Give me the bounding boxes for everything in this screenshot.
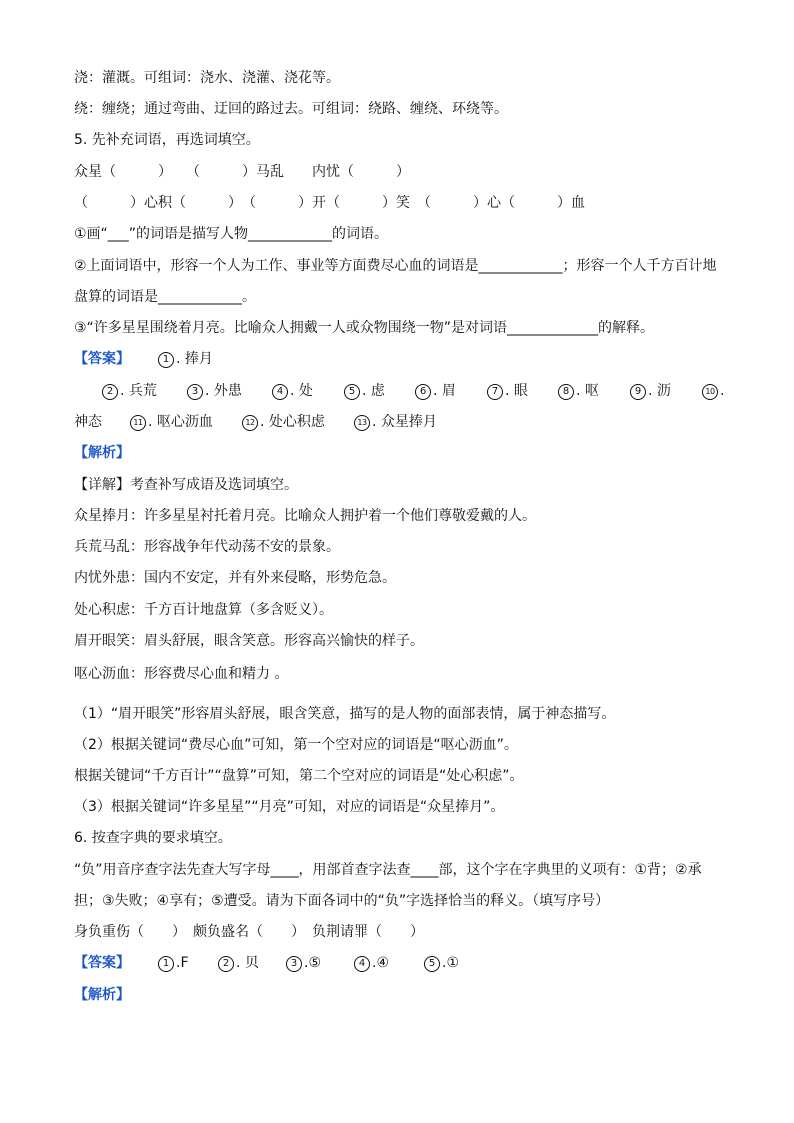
explain-line: 内忧外患：国内不安定，并有外来侵略，形势危急。 (74, 570, 396, 586)
answer-text: ④ (376, 955, 390, 971)
answer-item: 10 . (702, 381, 724, 401)
answer-item: 2 . 贝 (218, 953, 259, 973)
answer-text: 外患 (213, 383, 242, 399)
answer-item: 9 . 沥 (630, 381, 671, 401)
explain-line: （3）根据关键词“许多星星”“月亮”可知，对应的词语是“众星捧月”。 (74, 799, 505, 815)
answer-text: 呕心沥血 (156, 414, 213, 430)
circled-number: 6 (415, 384, 431, 400)
circled-number: 2 (102, 384, 118, 400)
circled-number: 4 (354, 956, 370, 972)
circled-number: 11 (130, 415, 146, 431)
answer-item: 2 . 兵荒 (102, 381, 157, 401)
circled-number: 2 (218, 956, 234, 972)
answer-text: 呕 (584, 383, 599, 399)
answer-text: 神态 (74, 414, 102, 430)
circled-number: 13 (354, 415, 370, 431)
question-6-text: 担；③失败；④享有；⑤遭受。请为下面各词中的“负”字选择恰当的释义。（填写序号） (74, 893, 610, 909)
explain-line: 呕心沥血：形容费尽心血和精力 。 (74, 666, 289, 682)
answer-text: 眼 (513, 383, 528, 399)
answer-text: 眉 (441, 383, 456, 399)
question-6-blanks: 身负重伤（ ） 颇负盛名（ ） 负荆请罪（ ） (74, 924, 424, 940)
answer-item: 3 .⑤ (286, 953, 321, 973)
text-line: 浇：灌溉。可组词：浇水、浇灌、浇花等。 (74, 70, 340, 86)
circled-number: 1 (158, 352, 174, 368)
idiom-blanks-row-2: （ ）心积（ ） （ ）开（ ）笑 （ ）心（ ）血 (74, 195, 585, 211)
circled-number: 3 (187, 384, 203, 400)
answer-text: F (180, 955, 189, 971)
question-6-title: 6. 按查字典的要求填空。 (74, 830, 232, 846)
sub-question-1: ①画“___”的词语是描写人物____________的词语。 (74, 226, 389, 242)
answer-text: 处 (298, 383, 313, 399)
answer-tag: 【答案】 (74, 351, 130, 367)
explain-line: 众星捧月：许多星星衬托着月亮。比喻众人拥护着一个他们尊敬爱戴的人。 (74, 508, 536, 524)
answer-item (74, 412, 102, 432)
explain-line: 根据关键词“千方百计”“盘算”可知，第二个空对应的词语是“处心积虑”。 (74, 768, 524, 784)
text-line: 绕：缠绕；通过弯曲、迂回的路过去。可组词：绕路、缠绕、环绕等。 (74, 101, 508, 117)
explain-line: （2）根据关键词“费尽心血”可知，第一个空对应的词语是“呕心沥血”。 (74, 737, 518, 753)
answer-item: 12 . 处心积虑 (242, 412, 325, 432)
detail-text: 考查补写成语及选词填空。 (130, 477, 298, 493)
answer-item: 7 . 眼 (487, 381, 528, 401)
answer-item: 11 . 呕心沥血 (130, 412, 213, 432)
answer-item: 6 . 眉 (415, 381, 456, 401)
answer-text: 沥 (656, 383, 671, 399)
answer-item: 1 . 捧月 (158, 349, 213, 369)
answer-item: 4 . 处 (272, 381, 313, 401)
circled-number: 8 (558, 384, 574, 400)
sub-question-2-cont: 盘算的词语是____________。 (74, 289, 256, 305)
answer-item: 8 . 呕 (558, 381, 599, 401)
answer-item: 13 . 众星捧月 (354, 412, 437, 432)
circled-number: 1 (158, 956, 174, 972)
answer-item: 5 .① (424, 953, 459, 973)
answer-text: 贝 (244, 955, 259, 971)
answer-text: 众星捧月 (380, 414, 437, 430)
detail-line (74, 475, 298, 495)
circled-number: 5 (344, 384, 360, 400)
explain-line: 眉开眼笑：眉头舒展，眼含笑意。形容高兴愉快的样子。 (74, 633, 424, 649)
answer-text: 捧月 (184, 351, 213, 367)
analysis-tag: 【解析】 (74, 987, 130, 1003)
answer-item: 3 . 外患 (187, 381, 242, 401)
circled-number: 7 (487, 384, 503, 400)
answer-text: 处心积虑 (268, 414, 325, 430)
circled-number: 5 (424, 956, 440, 972)
analysis-tag: 【解析】 (74, 445, 130, 461)
detail-tag: 【详解】 (74, 477, 130, 493)
circled-number: 3 (286, 956, 302, 972)
circled-number: 9 (630, 384, 646, 400)
answer-text: 兵荒 (128, 383, 157, 399)
answer-item: 1 .F (158, 953, 189, 973)
answer-text: ⑤ (308, 955, 322, 971)
answer-tag: 【答案】 (74, 955, 130, 971)
sub-question-3: ③“许多星星围绕着月亮。比喻众人拥戴一人或众物围绕一物”是对词语_____________的解释。 (74, 320, 655, 336)
explain-line: （1）“眉开眼笑”形容眉头舒展，眼含笑意，描写的是人物的面部表情，属于神态描写。 (74, 706, 616, 722)
idiom-blanks-row-1: 众星（ ） （ ）马乱 内忧（ ） (74, 164, 410, 180)
circled-number: 10 (702, 384, 718, 400)
question-5-title: 5. 先补充词语，再选词填空。 (74, 132, 260, 148)
sub-question-2: ②上面词语中，形容一个人为工作、事业等方面费尽心血的词语是____________；形容一个人千方百计地 (74, 258, 717, 274)
question-6-text: “负”用音序查字法先查大写字母____，用部首查字法查____部，这个字在字典里的义项有：①背；②承 (74, 862, 702, 878)
answer-text: 虑 (370, 383, 385, 399)
explain-line: 处心积虑：千方百计地盘算（多含贬义）。 (74, 602, 333, 618)
explain-line: 兵荒马乱：形容战争年代动荡不安的景象。 (74, 539, 340, 555)
answer-item: 5 . 虑 (344, 381, 385, 401)
circled-number: 4 (272, 384, 288, 400)
circled-number: 12 (242, 415, 258, 431)
answer-item: 4 .④ (354, 953, 389, 973)
answer-text: ① (446, 955, 460, 971)
